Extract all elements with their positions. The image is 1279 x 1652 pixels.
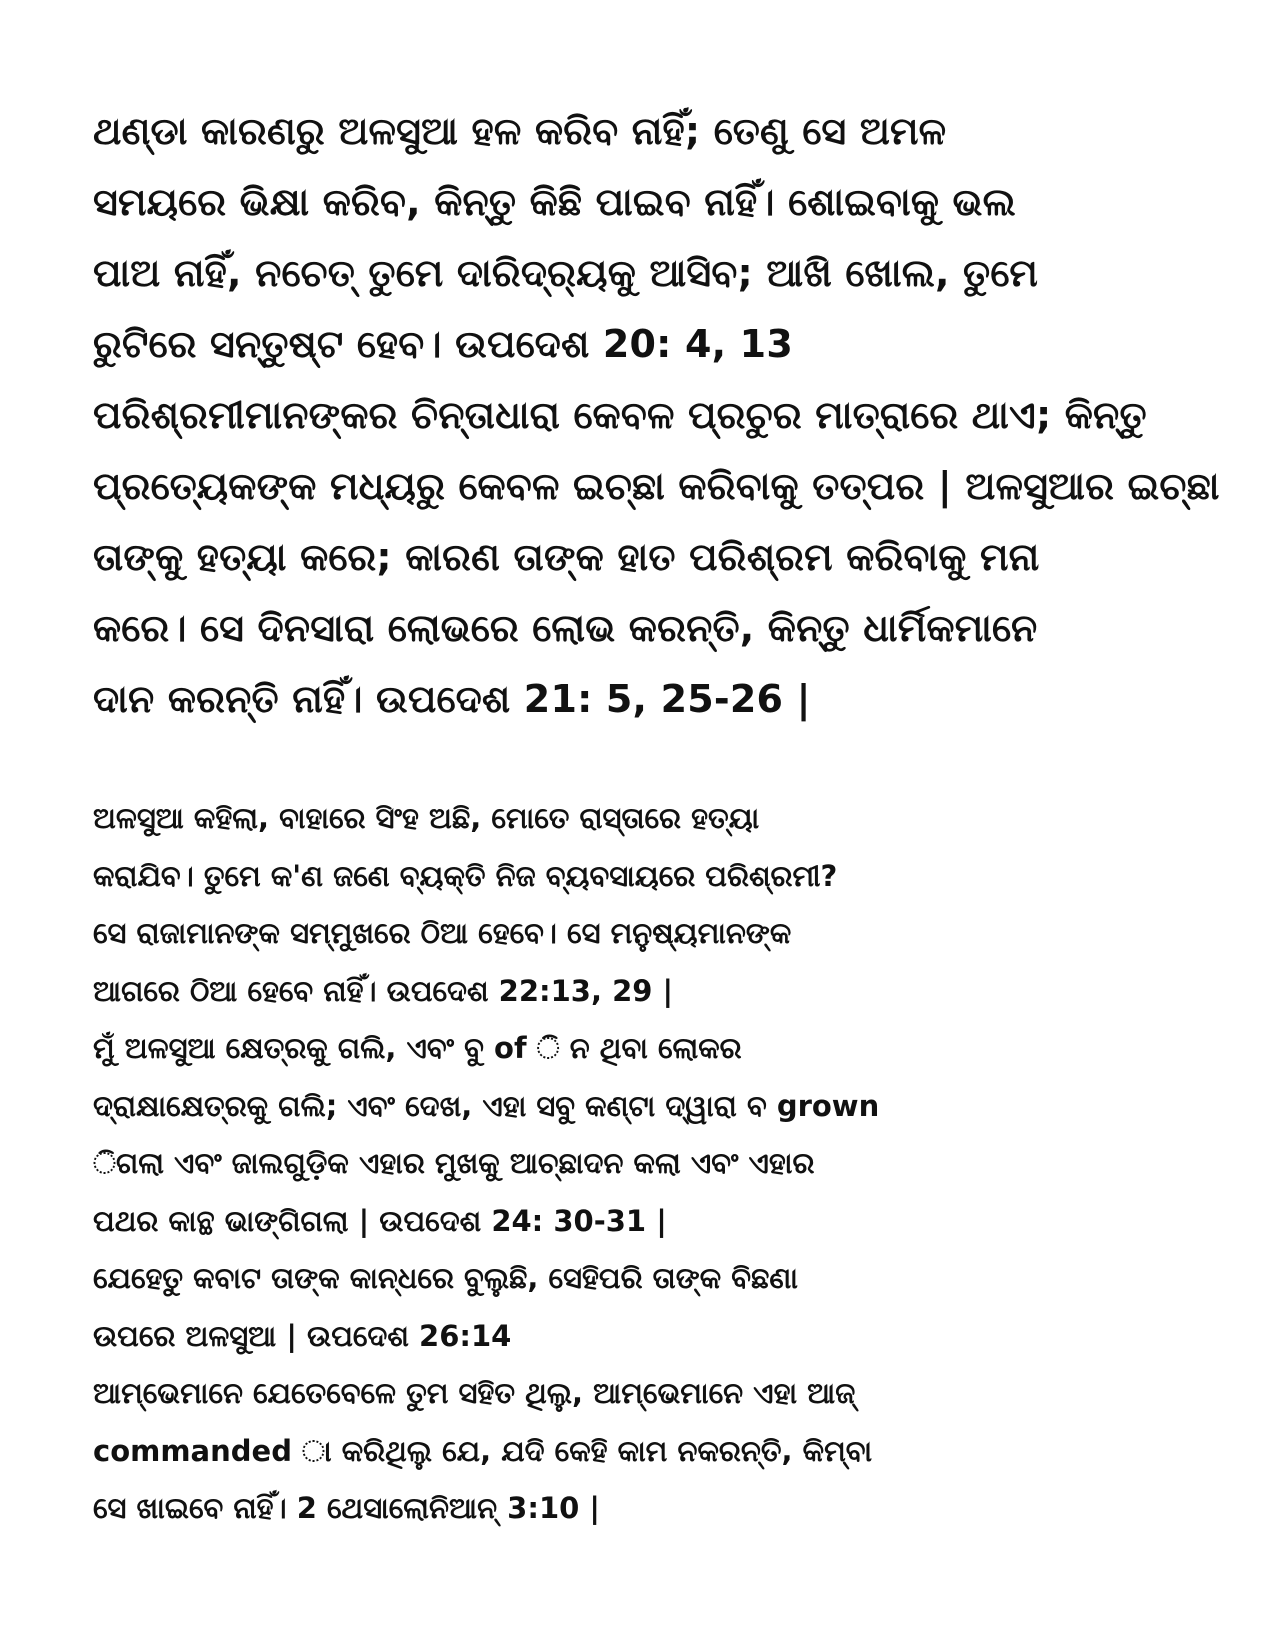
- text-line: କରେ। ସେ ଦିନସାରା ଲୋଭରେ ଲୋଭ କରନ୍ତି, କିନ୍ତୁ ଧାର୍ମିକମାନେ: [93, 606, 1038, 650]
- passage-small: [93, 790, 1169, 1538]
- text-line: ଆମ୍ଭେମାନେ ଯେତେବେଳେ ତୁମ ସହିତ ଥିଲୁ, ଆମ୍ଭେମାନେ ଏହା ଆଜ୍: [93, 1376, 856, 1410]
- text-line: commanded ା କରିଥିଲୁ ଯେ, ଯଦି କେହି କାମ ନକରନ୍ତି, କିମ୍ବା: [93, 1433, 873, 1468]
- text-line: ସମୟରେ ଭିକ୍ଷା କରିବ, କିନ୍ତୁ କିଛି ପାଇବ ନାହିଁ। ଶୋଇବାକୁ ଭଲ: [93, 180, 1016, 224]
- text-line: କରାଯିବ। ତୁମେ କ'ଣ ଜଣେ ବ୍ୟକ୍ତି ନିଜ ବ୍ୟବସାୟରେ ପରିଶ୍ରମୀ?: [93, 858, 838, 893]
- text-line: ିଗଲା ଏବଂ ଜାଲଗୁଡ଼ିକ ଏହାର ମୁଖକୁ ଆଚ୍ଛାଦନ କଲା ଏବଂ ଏହାର: [93, 1146, 815, 1180]
- text-line: ଉପରେ ଅଳସୁଆ | ଉପଦେଶ 26:14: [93, 1318, 512, 1353]
- text-line: ସେ ଖାଇବେ ନାହିଁ। 2 ଥେସାଲୋନିଆନ୍ 3:10 |: [93, 1491, 600, 1525]
- text-line: ଅଳସୁଆ କହିଲା, ବାହାରେ ସିଂହ ଅଛି, ମୋତେ ରାସ୍ତାରେ ହତ୍ୟା: [93, 801, 760, 835]
- text-line: ତାଙ୍କୁ ହତ୍ୟା କରେ; କାରଣ ତାଙ୍କ ହାତ ପରିଶ୍ରମ କରିବାକୁ ମନା: [93, 535, 1040, 579]
- text-line: ଦ୍ରାକ୍ଷାକ୍ଷେତ୍ରକୁ ଗଲି; ଏବଂ ଦେଖ, ଏହା ସବୁ କଣ୍ଟା ଦ୍ୱାରା ବ grown: [93, 1088, 880, 1123]
- text-line: ପଥର କାନ୍ଥ ଭାଙ୍ଗିଗଲା | ଉପଦେଶ 24: 30-31 |: [93, 1203, 667, 1238]
- text-line: ସେ ରାଜାମାନଙ୍କ ସମ୍ମୁଖରେ ଠିଆ ହେବେ। ସେ ମନୁଷ୍ୟମାନଙ୍କ: [93, 916, 792, 950]
- text-line: ଦାନ କରନ୍ତି ନାହିଁ। ଉପଦେଶ 21: 5, 25-26 |: [93, 677, 811, 721]
- text-line: ଥଣ୍ଡା କାରଣରୁ ଅଳସୁଆ ହଳ କରିବ ନାହିଁ; ତେଣୁ ସେ ଅମଳ: [93, 109, 947, 153]
- text-line: ପ୍ରତ୍ୟେକଙ୍କ ମଧ୍ୟରୁ କେବଳ ଇଚ୍ଛା କରିବାକୁ ତତ୍ପର | ଅଳସୁଆର ଇଚ୍ଛା: [93, 464, 1220, 508]
- text-line: ଆଗରେ ଠିଆ ହେବେ ନାହିଁ। ଉପଦେଶ 22:13, 29 |: [93, 973, 674, 1008]
- passage-large: [93, 96, 1220, 735]
- text-line: ରୁଟିରେ ସନ୍ତୁଷ୍ଟ ହେବ। ଉପଦେଶ 20: 4, 13: [93, 322, 793, 366]
- text-line: ଯେହେତୁ କବାଟ ତାଙ୍କ କାନ୍ଧରେ ବୁଲୁଛି, ସେହିପରି ତାଙ୍କ ବିଛଣା: [93, 1261, 798, 1295]
- text-line: ମୁଁ ଅଳସୁଆ କ୍ଷେତ୍ରକୁ ଗଲି, ଏବଂ ବୁ of ି ନ ଥିବା ଲୋକର: [93, 1031, 742, 1065]
- text-line: ପରିଶ୍ରମୀମାନଙ୍କର ଚିନ୍ତାଧାରା କେବଳ ପ୍ରଚୁର ମାତ୍ରାରେ ଥାଏ; କିନ୍ତୁ: [93, 393, 1147, 437]
- text-line: ପାଅ ନାହିଁ, ନଚେତ୍ ତୁମେ ଦାରିଦ୍ର୍ୟକୁ ଆସିବ; ଆଖି ଖୋଲ, ତୁମେ: [93, 251, 1038, 295]
